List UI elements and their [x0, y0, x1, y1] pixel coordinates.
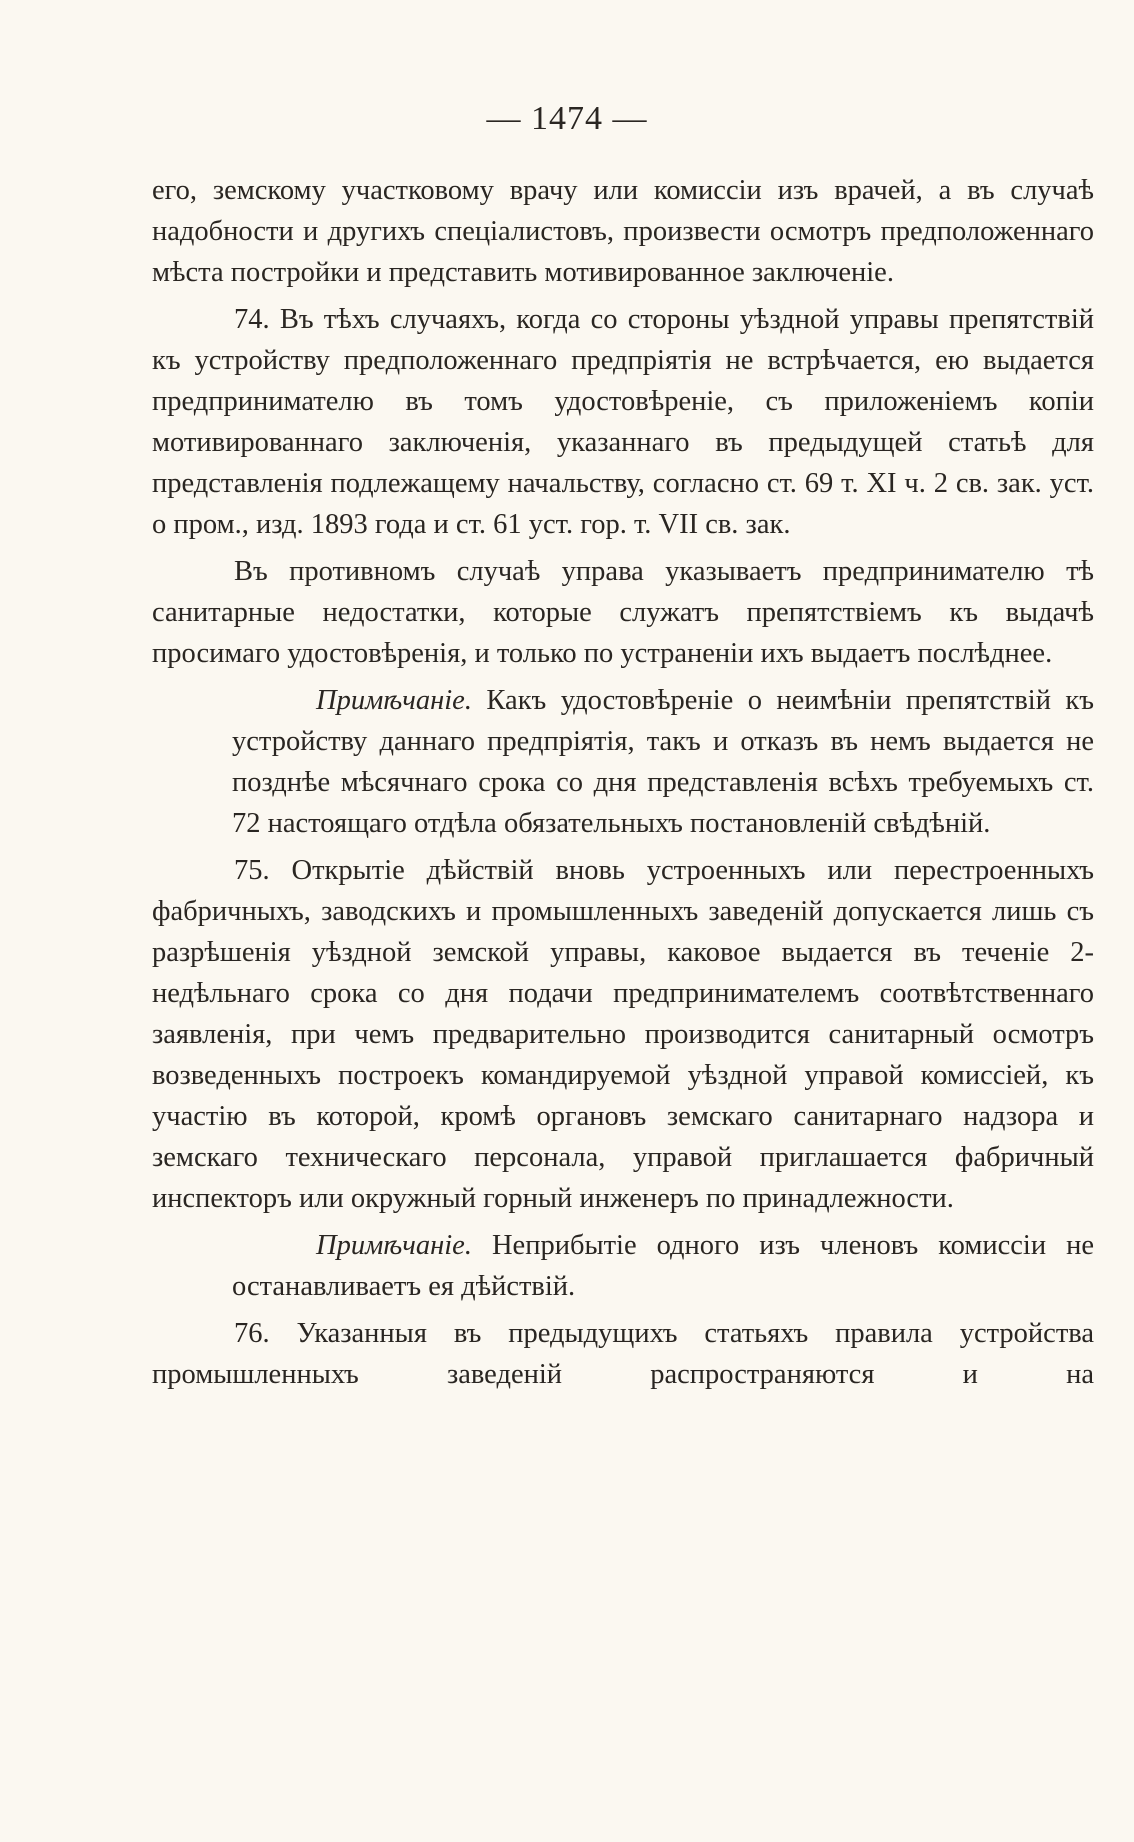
- body-text: [152, 170, 1094, 1395]
- paragraph-continuation: его, земскому участковому врачу или комиссіи изъ врачей, а въ случаѣ надобности и другихъ спеціалистовъ, произвести осмотръ предположеннаго мѣста постройки и представить мотивированное заключеніе.: [152, 175, 1094, 288]
- note-1: [232, 680, 1094, 844]
- article-76: 76. Указанныя въ предыдущихъ статьяхъ правила устройства промышленныхъ заведеній распространяются и на: [152, 1318, 1094, 1390]
- note-2-text: Неприбытіе одного изъ членовъ комиссіи не останавливаетъ ея дѣйствій.: [232, 1230, 1094, 1302]
- page-number: — 1474 —: [486, 100, 648, 137]
- note-2-label: Примѣчаніе.: [316, 1230, 472, 1261]
- article-74: 74. Въ тѣхъ случаяхъ, когда со стороны уѣздной управы препятствій къ устройству предположеннаго предпріятія не встрѣчается, ею выдается предпринимателю въ томъ удостовѣреніе, съ приложеніемъ копіи мотивированнаго заключенія, указаннаго въ предыдущей статьѣ для представленія подлежащему начальству, согласно ст. 69 т. XI ч. 2 св. зак. уст. о пром., изд. 1893 года и ст. 61 уст. гор. т. VII св. зак.: [152, 304, 1094, 540]
- note-1-label: Примѣчаніе.: [316, 685, 472, 716]
- article-75: 75. Открытіе дѣйствій вновь устроенныхъ или перестроенныхъ фабричныхъ, заводскихъ и промышленныхъ заведеній допускается лишь съ разрѣшенія уѣздной земской управы, каковое выдается въ теченіе 2-недѣльнаго срока со дня подачи предпринимателемъ соотвѣтственнаго заявленія, при чемъ предварительно производится санитарный осмотръ возведенныхъ построекъ командируемой уѣздной управой комиссіей, къ участію въ которой, кромѣ органовъ земскаго санитарнаго надзора и земскаго техническаго персонала, управой приглашается фабричный инспекторъ или окружный горный инженеръ по принадлежности.: [152, 855, 1094, 1214]
- note-2: [232, 1225, 1094, 1307]
- article-74-continuation: Въ противномъ случаѣ управа указываетъ предпринимателю тѣ санитарные недостатки, которые служатъ препятствіемъ къ выдачѣ просимаго удостовѣренія, и только по устраненіи ихъ выдаетъ послѣднее.: [152, 556, 1094, 669]
- note-1-text: Какъ удостовѣреніе о неимѣніи препятствій къ устройству даннаго предпріятія, такъ и отказъ въ немъ выдается не позднѣе мѣсячнаго срока со дня представленія всѣхъ требуемыхъ ст. 72 настоящаго отдѣла обязательныхъ постановленій свѣдѣній.: [232, 685, 1094, 839]
